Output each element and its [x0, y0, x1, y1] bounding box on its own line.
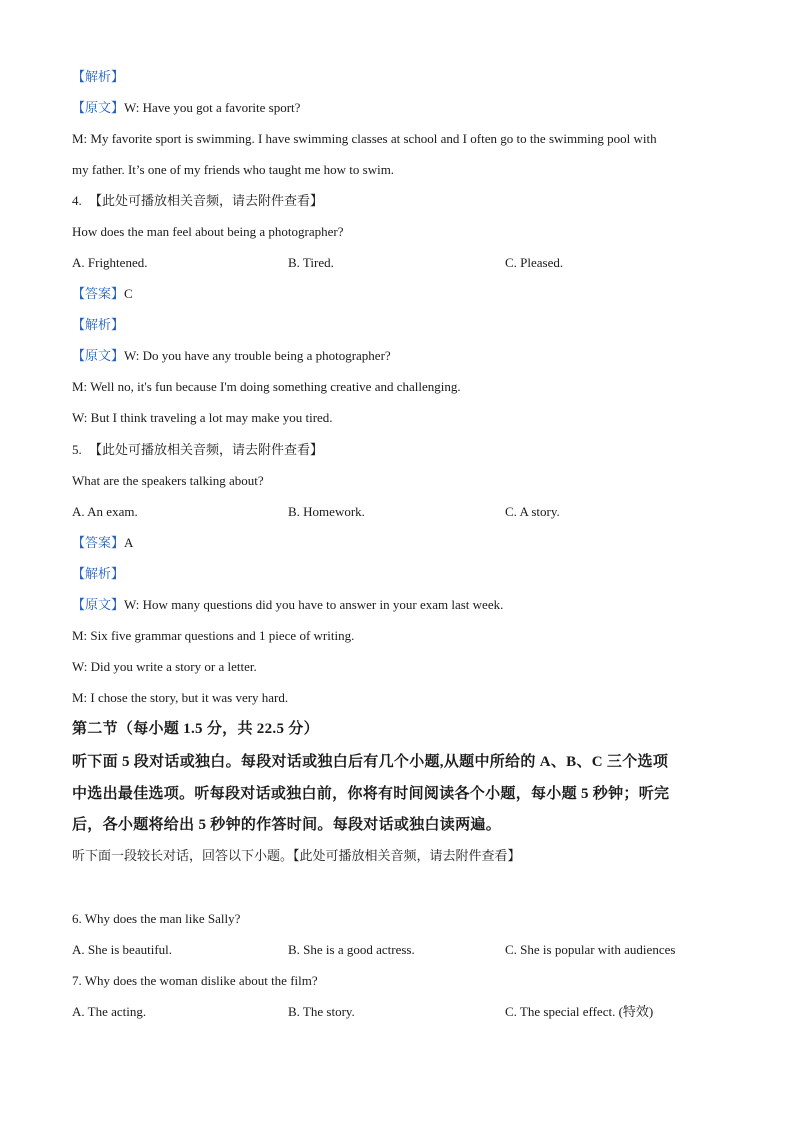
- audio-placeholder-link[interactable]: 【此处可播放相关音频，请去附件查看】: [89, 442, 324, 457]
- transcript-line: [72, 347, 391, 365]
- option-b: B. The story.: [288, 1004, 355, 1019]
- transcript-line: [72, 99, 300, 117]
- question-5-options: [72, 503, 722, 521]
- transcript-text: W: Do you have any trouble being a photographer?: [124, 348, 391, 363]
- transcript-tag: 【原文】: [72, 100, 125, 115]
- analysis-tag: 【解析】: [72, 317, 125, 332]
- transcript-text: W: Have you got a favorite sport?: [124, 100, 301, 115]
- answer-tag: 【答案】: [72, 286, 125, 301]
- answer-tag: 【答案】: [72, 535, 125, 550]
- transcript-text: W: How many questions did you have to answer in your exam last week.: [124, 597, 504, 612]
- section-instructions: 后，各小题将给出 5 秒钟的作答时间。每段对话或独白读两遍。: [72, 817, 502, 833]
- option-b: B. She is a good actress.: [288, 942, 415, 957]
- transcript-tag: 【原文】: [72, 597, 125, 612]
- option-a: A. Frightened.: [72, 255, 148, 270]
- question-7-text: 7. Why does the woman dislike about the film?: [72, 973, 318, 988]
- question-4-options: [72, 254, 722, 272]
- analysis-tag: 【解析】: [72, 566, 125, 581]
- section-instructions: 听下面 5 段对话或独白。每段对话或独白后有几个小题,从题中所给的 A、B、C 三个选项: [72, 754, 669, 770]
- option-a: A. She is beautiful.: [72, 942, 173, 957]
- question-number: 5.: [72, 442, 82, 457]
- answer-value: A: [124, 535, 134, 550]
- section-instructions: 中选出最佳选项。听每段对话或独白前，你将有时间阅读各个小题，每小题 5 秒钟；听完: [72, 786, 670, 802]
- dialogue-line: M: I chose the story, but it was very hard.: [72, 690, 289, 705]
- question-6-text: 6. Why does the man like Sally?: [72, 911, 241, 926]
- option-b: B. Tired.: [288, 255, 334, 270]
- dialogue-line: W: Did you write a story or a letter.: [72, 659, 257, 674]
- question-6-options: [72, 941, 722, 959]
- dialogue-line: my father. It’s one of my friends who taught me how to swim.: [72, 162, 395, 177]
- option-c: C. Pleased.: [505, 255, 564, 270]
- analysis-line: [72, 565, 124, 583]
- question-4-text: How does the man feel about being a photographer?: [72, 224, 344, 239]
- dialogue-intro: 听下面一段较长对话，回答以下小题。【此处可播放相关音频，请去附件查看】: [72, 848, 521, 863]
- question-4-heading: [72, 192, 323, 210]
- dialogue-line: M: Well no, it's fun because I'm doing something creative and challenging.: [72, 379, 461, 394]
- question-5-heading: [72, 441, 323, 459]
- analysis-line: [72, 316, 124, 334]
- question-7-options: [72, 1003, 722, 1021]
- option-c: C. A story.: [505, 504, 560, 519]
- question-number: 4.: [72, 193, 82, 208]
- analysis-line: [72, 68, 124, 86]
- question-5-text: What are the speakers talking about?: [72, 473, 264, 488]
- dialogue-line: W: But I think traveling a lot may make you tired.: [72, 410, 333, 425]
- option-c: C. The special effect. (特效): [505, 1004, 654, 1019]
- answer-value: C: [124, 286, 133, 301]
- option-c: C. She is popular with audiences: [505, 942, 676, 957]
- analysis-tag: 【解析】: [72, 69, 125, 84]
- option-a: A. An exam.: [72, 504, 138, 519]
- answer-line: [72, 285, 133, 303]
- option-a: A. The acting.: [72, 1004, 147, 1019]
- transcript-tag: 【原文】: [72, 348, 125, 363]
- transcript-line: [72, 596, 503, 614]
- section-title: 第二节（每小题 1.5 分，共 22.5 分）: [72, 721, 319, 737]
- option-b: B. Homework.: [288, 504, 365, 519]
- dialogue-line: M: Six five grammar questions and 1 piece of writing.: [72, 628, 355, 643]
- audio-placeholder-link[interactable]: 【此处可播放相关音频，请去附件查看】: [89, 193, 324, 208]
- dialogue-line: M: My favorite sport is swimming. I have swimming classes at school and I often go to the swimming pool with: [72, 131, 657, 146]
- answer-line: [72, 534, 133, 552]
